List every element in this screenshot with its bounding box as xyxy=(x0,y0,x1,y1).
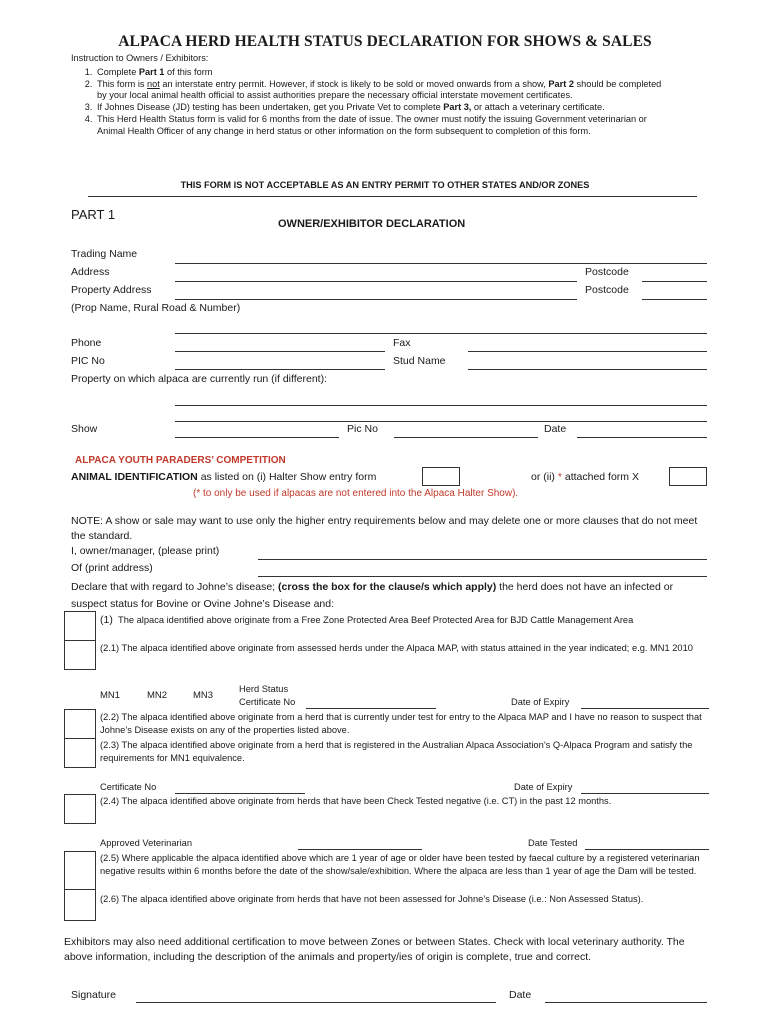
signature-date-label: Date xyxy=(509,989,532,1001)
certificate-no-2-field[interactable] xyxy=(175,793,305,794)
clause-2-1-text: (2.1) The alpaca identified above originate from assessed herds under the Alpaca MAP, with status attained in the year indicated; e.g. MN1 2010 xyxy=(100,643,693,653)
print-address-label: Of (print address) xyxy=(71,562,153,574)
owner-manager-label: I, owner/manager, (please print) xyxy=(71,545,220,557)
property-address-line2-field[interactable] xyxy=(175,333,707,334)
mn1-label: MN1 xyxy=(100,690,121,701)
section-divider xyxy=(88,196,697,197)
property-address-label: Property Address xyxy=(71,284,152,296)
print-address-field[interactable] xyxy=(258,576,707,577)
clause-1-text: (1) The alpaca identified above originate from a Free Zone Protected Area Beef Protected Area for BJD Cattle Management Area xyxy=(100,614,634,626)
certificate-no-field[interactable] xyxy=(306,708,436,709)
signature-field[interactable] xyxy=(136,1002,496,1003)
approved-vet-field[interactable] xyxy=(298,849,422,850)
declare-statement: Declare that with regard to Johne’s disease; (cross the box for the clause/s which apply) the herd does not have an infected or suspect status for Bovine or Ovine Johne’s Disease and: xyxy=(71,581,674,610)
certificate-no-2-label: Certificate No xyxy=(100,782,157,792)
phone-label: Phone xyxy=(71,337,102,349)
trading-name-label: Trading Name xyxy=(71,248,138,260)
declaration-note: NOTE: A show or sale may want to use only the higher entry requirements below and may delete one or more clauses that do not meet the standard. xyxy=(71,515,698,543)
clause-2-2-checkbox[interactable] xyxy=(64,709,96,739)
approved-vet-label: Approved Veterinarian xyxy=(100,838,192,848)
clause-2-2-text: (2.2) The alpaca identified above originate from a herd that is currently under test for entry to the Alpaca MAP and I have no reason to suspect that Johne’s Disease exists on any of the properties listed above. xyxy=(100,712,702,736)
property-postcode-label: Postcode xyxy=(585,284,629,296)
address-field[interactable] xyxy=(175,281,577,282)
date-tested-label: Date Tested xyxy=(528,838,578,848)
clause-1-checkbox[interactable] xyxy=(64,611,96,641)
show-field[interactable] xyxy=(175,437,339,438)
stud-name-field[interactable] xyxy=(468,369,707,370)
attached-form-label: or (ii) * attached form X xyxy=(531,471,639,483)
part1-heading: OWNER/EXHIBITOR DECLARATION xyxy=(278,218,466,230)
owner-manager-field[interactable] xyxy=(258,559,707,560)
clause-2-3-text: (2.3) The alpaca identified above originate from a herd that is registered in the Australian Alpaca Association’s Q-Alpaca Program and satisfy the requirements for MN1 equivalence. xyxy=(100,740,693,764)
date-tested-field[interactable] xyxy=(585,849,709,850)
show-date-label: Date xyxy=(544,423,567,435)
postcode-label: Postcode xyxy=(585,266,629,278)
instruction-4: 4. This Herd Health Status form is valid for 6 months from the date of issue. The owner must notify the issuing Government veterinarian or Animal Health Officer of any change in herd status or other information on the form subsequent to completion of this form. xyxy=(95,114,672,137)
show-pic-no-field[interactable] xyxy=(394,437,538,438)
mn2-label: MN2 xyxy=(147,690,168,701)
property-run-field-2[interactable] xyxy=(175,421,707,422)
date-of-expiry-2-label: Date of Expiry xyxy=(514,782,573,792)
property-run-label: Property on which alpaca are currently run (if different): xyxy=(71,373,328,385)
property-postcode-field[interactable] xyxy=(642,299,707,300)
mn3-label: MN3 xyxy=(193,690,214,701)
date-of-expiry-2-field[interactable] xyxy=(581,793,709,794)
certificate-no-label: Certificate No xyxy=(239,697,296,707)
clause-2-4-checkbox[interactable] xyxy=(64,794,96,824)
fax-field[interactable] xyxy=(468,351,707,352)
instructions-heading: Instruction to Owners / Exhibitors: xyxy=(71,53,209,63)
pic-no-field[interactable] xyxy=(175,369,385,370)
clause-2-6-text: (2.6) The alpaca identified above originate from herds that have not been assessed for Johne’s Disease (i.e.: Non Assessed Status). xyxy=(100,894,644,904)
herd-status-label: Herd Status xyxy=(239,684,289,694)
youth-heading: ALPACA YOUTH PARADERS’ COMPETITION xyxy=(75,455,286,466)
address-label: Address xyxy=(71,266,110,278)
date-of-expiry-field[interactable] xyxy=(581,708,709,709)
footer-statement: Exhibitors may also need additional certification to move between Zones or between States. Check with local veterinary authority. The above information, including the description of the animals and property/ies of origin is complete, true and correct. xyxy=(64,936,685,963)
postcode-field[interactable] xyxy=(642,281,707,282)
prop-note: (Prop Name, Rural Road & Number) xyxy=(71,302,241,314)
youth-footnote: (* to only be used if alpacas are not entered into the Alpaca Halter Show). xyxy=(193,488,519,499)
fax-label: Fax xyxy=(393,337,411,349)
trading-name-field[interactable] xyxy=(175,263,707,264)
phone-field[interactable] xyxy=(175,351,385,352)
clause-2-5-checkbox[interactable] xyxy=(64,851,96,890)
clause-2-4-text: (2.4) The alpaca identified above originate from herds that have been Check Tested negative (i.e. CT) in the past 12 months. xyxy=(100,796,612,806)
property-run-field[interactable] xyxy=(175,405,707,406)
clause-2-1-checkbox[interactable] xyxy=(64,640,96,670)
date-of-expiry-label: Date of Expiry xyxy=(511,697,570,707)
form-title: ALPACA HERD HEALTH STATUS DECLARATION FOR SHOWS & SALES xyxy=(118,33,652,50)
property-address-field[interactable] xyxy=(175,299,577,300)
animal-id-line: ANIMAL IDENTIFICATION as listed on (i) Halter Show entry form xyxy=(71,471,377,483)
pic-no-label: PIC No xyxy=(71,355,105,367)
instruction-2: 2. This form is not an interstate entry permit. However, if stock is likely to be sold or moved onwards from a show, Part 2 should be completed by your local animal health official to assist authorities prepare the necessary official interstate movement certificates. xyxy=(95,79,672,102)
show-date-field[interactable] xyxy=(577,437,707,438)
show-label: Show xyxy=(71,423,98,435)
instructions-list xyxy=(82,67,672,137)
clause-2-5-text: (2.5) Where applicable the alpaca identified above which are 1 year of age or older have been tested by faecal culture by a registered veterinarian negative results within 6 months before the date of the show/sale/exhibition. Where the alpaca are less than 1 year of age the Dam will be tested. xyxy=(100,853,700,877)
part1-label: PART 1 xyxy=(71,207,116,222)
signature-date-field[interactable] xyxy=(545,1002,707,1003)
stud-name-label: Stud Name xyxy=(393,355,446,367)
instruction-3: 3. If Johnes Disease (JD) testing has been undertaken, get you Private Vet to complete Part 3, or attach a veterinary certificate. xyxy=(95,102,672,114)
clause-2-3-checkbox[interactable] xyxy=(64,738,96,768)
instruction-1: 1. Complete Part 1 of this form xyxy=(95,67,672,79)
attached-form-checkbox[interactable] xyxy=(669,467,707,486)
clause-2-6-checkbox[interactable] xyxy=(64,889,96,921)
halter-show-checkbox[interactable] xyxy=(422,467,460,486)
signature-label: Signature xyxy=(71,989,116,1001)
entry-permit-notice: THIS FORM IS NOT ACCEPTABLE AS AN ENTRY PERMIT TO OTHER STATES AND/OR ZONES xyxy=(180,180,590,190)
show-pic-no-label: Pic No xyxy=(347,423,378,435)
